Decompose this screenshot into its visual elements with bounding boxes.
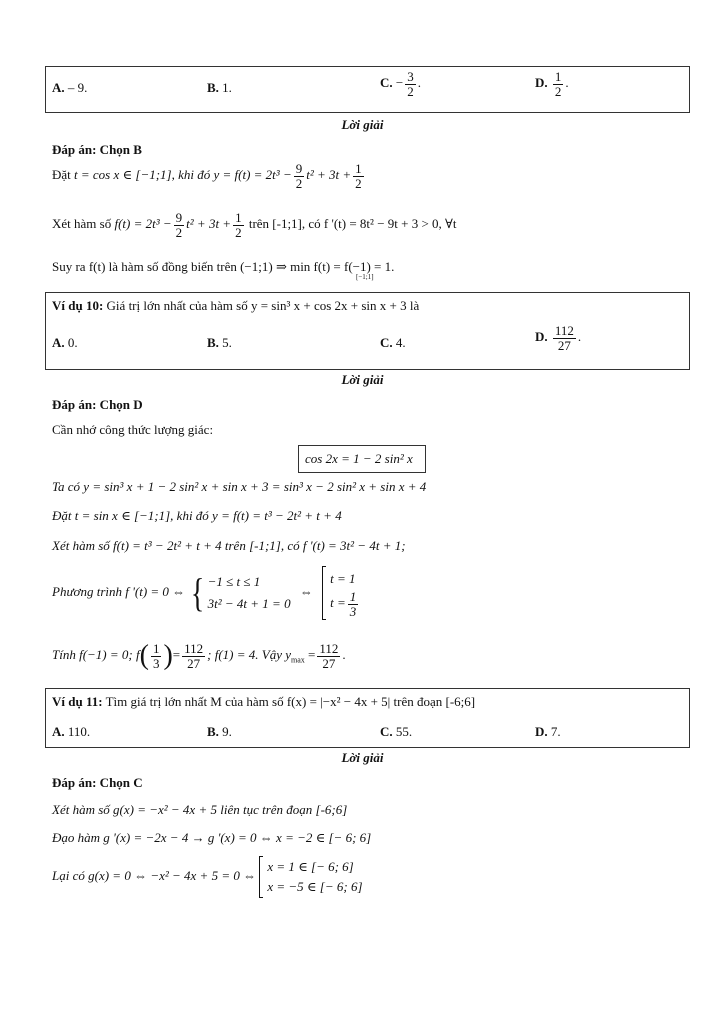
sol10-line3: Xét hàm số f(t) = t³ − 2t² + t + 4 trên [-1;1], có f '(t) = 3t² − 4t + 1; bbox=[52, 538, 406, 553]
q10-option-d: D. $\frac{112}{27}$ . bbox=[535, 323, 582, 353]
sol11-line2: Đạo hàm g '(x) = −2x − 4 → g '(x) = 0 ⇔ x = −2 ∈ [− 6; 6] bbox=[52, 830, 372, 845]
sol10-line2: Đặt t = sin x ∈ [−1;1], khi đó y = f(t) = t³ − 2t² + t + 4 bbox=[52, 508, 342, 523]
sol11-line3: Lại có g(x) = 0 ⇔ −x² − 4x + 5 = 0 ⇔ x = 1 ∈ [− 6; 6] x = −5 ∈ [− 6; 6] bbox=[52, 856, 363, 898]
q11-option-a: A. 110. bbox=[52, 724, 91, 739]
sol11-line1: Xét hàm số g(x) = −x² − 4x + 5 liên tục trên đoạn [-6;6] bbox=[52, 802, 348, 817]
q9-option-c: C. − $\frac{3}{2}$ . bbox=[380, 69, 421, 99]
sol9-line1: Đặt t = cos x ∈ [−1;1], khi đó y = f(t) = 2t³ − $\frac{9}{2}$ t² + 3t + $\frac{1}{2}$ bbox=[52, 161, 362, 191]
sol9-line2: Xét hàm số f(t) = 2t³ − $\frac{9}{2}$ t² + 3t + $\frac{1}{2}$ trên [-1;1], có f '(t) = 8t² − 9t + 3 > 0, ∀t bbox=[52, 210, 457, 240]
q9-options-box bbox=[45, 66, 690, 113]
q11-option-d: D. 7. bbox=[535, 724, 561, 739]
q9-option-d: D. $\frac{1}{2}$ . bbox=[535, 69, 569, 99]
sol9-answer: Đáp án: Chọn B bbox=[52, 142, 142, 157]
sol10-formula: cos 2x = 1 − 2 sin² x bbox=[305, 451, 413, 466]
sol9-line3: Suy ra f(t) là hàm số đồng biến trên (−1;1) ⇒ min f(t) = f(−1) = 1. bbox=[52, 259, 395, 274]
q9-option-b: B. 1. bbox=[207, 80, 232, 95]
q11-option-b: B. 9. bbox=[207, 724, 232, 739]
sol11-heading: Lời giải bbox=[341, 750, 384, 765]
sol10-line5: Tính f(−1) = 0; f( $\frac{1}{3}$ )= $\frac{112}{27}$ ; f(1) = 4. Vậy $y_{max}$ = $\frac{112}{27}$ . bbox=[52, 640, 346, 671]
q10-option-b: B. 5. bbox=[207, 335, 232, 350]
q10-option-a: A. 0. bbox=[52, 335, 78, 350]
sol10-heading: Lời giải bbox=[341, 372, 384, 387]
q10-option-c: C. 4. bbox=[380, 335, 406, 350]
sol10-remember: Cần nhớ công thức lượng giác: bbox=[52, 422, 214, 437]
sol11-answer: Đáp án: Chọn C bbox=[52, 775, 143, 790]
sol9-line3-sub: [−1;1] bbox=[356, 273, 374, 281]
q10-question: Ví dụ 10: Giá trị lớn nhất của hàm số y = sin³ x + cos 2x + sin x + 3 là bbox=[52, 298, 420, 313]
sol10-line1: Ta có y = sin³ x + 1 − 2 sin² x + sin x + 3 = sin³ x − 2 sin² x + sin x + 4 bbox=[52, 479, 427, 494]
q11-question: Ví dụ 11: Tìm giá trị lớn nhất M của hàm số f(x) = |−x² − 4x + 5| trên đoạn [-6;6] bbox=[52, 694, 476, 709]
q9-option-a: A. – 9. bbox=[52, 80, 88, 95]
q11-option-c: C. 55. bbox=[380, 724, 413, 739]
sol9-heading: Lời giải bbox=[341, 117, 384, 132]
sol10-answer: Đáp án: Chọn D bbox=[52, 397, 143, 412]
sol10-line4: Phương trình f '(t) = 0 ⇔ { −1 ≤ t ≤ 1 3t² − 4t + 1 = 0 ⇔ t = 1 t = $\frac{1}{3}$ bbox=[52, 566, 360, 620]
